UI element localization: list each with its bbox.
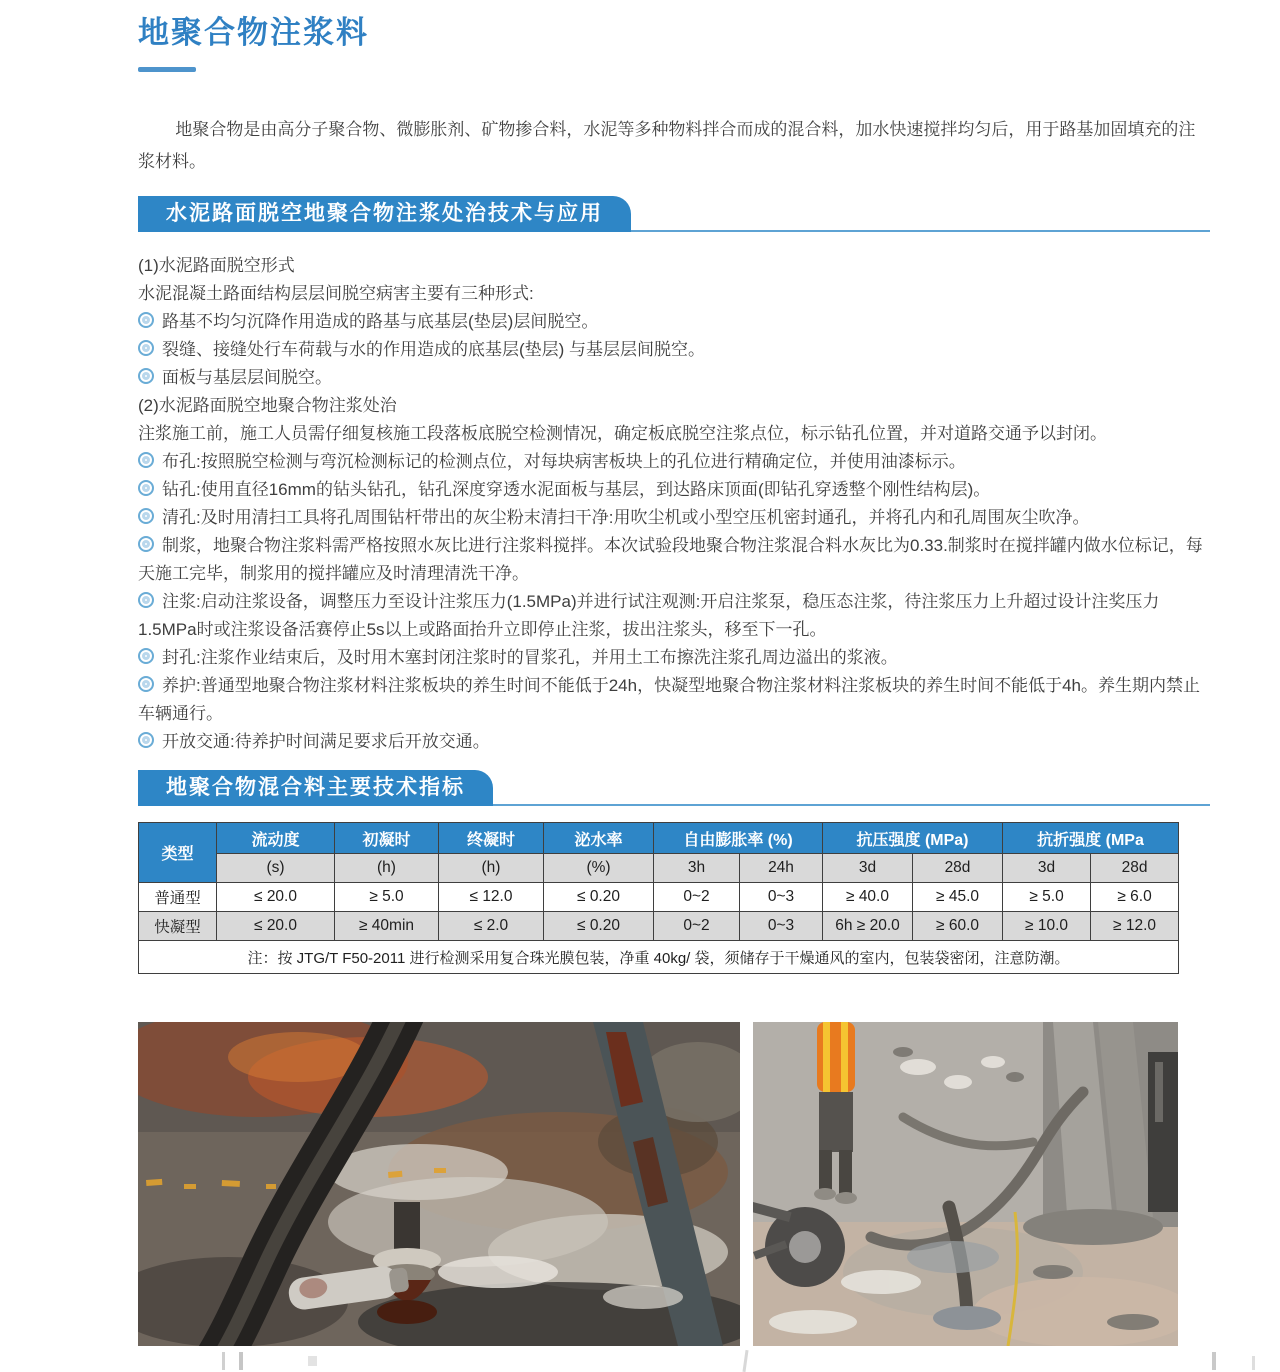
header-type: 类型 — [139, 823, 217, 883]
list-item: 清孔:及时用清扫工具将孔周围钻杆带出的灰尘粉末清扫干净:用吹尘机或小型空压机密封通孔，并将孔内和孔周围灰尘吹净。 — [138, 504, 1205, 532]
list-item: 封孔:注浆作业结束后，及时用木塞封闭注浆时的冒浆孔，并用土工布擦洗注浆孔周边溢出的浆液。 — [138, 644, 1205, 672]
value-cell: 0~3 — [740, 912, 823, 941]
table-note-row — [139, 941, 1179, 974]
title-underline — [138, 67, 196, 72]
next-section-fragment — [742, 1350, 748, 1372]
list-item: 布孔:按照脱空检测与弯沉检测标记的检测点位，对每块病害板块上的孔位进行精确定位，并使用油漆标示。 — [138, 448, 1205, 476]
next-section-fragment — [1212, 1352, 1216, 1370]
table-note: 注：按 JTG/T F50-2011 进行检测采用复合珠光膜包装，净重 40kg/ 袋，须储存于干燥通风的室内，包装袋密闭，注意防潮。 — [139, 941, 1179, 974]
document-page — [138, 0, 1205, 1346]
ring-bullet-icon — [138, 480, 154, 496]
value-cell: ≤ 0.20 — [544, 883, 654, 912]
unit-cell: 3d — [1003, 854, 1091, 883]
list-item: 裂缝、接缝处行车荷载与水的作用造成的底基层(垫层) 与基层层间脱空。 — [138, 336, 1205, 364]
header-final-set: 终凝时 — [439, 823, 544, 854]
ring-bullet-icon — [138, 340, 154, 356]
ring-bullet-icon — [138, 508, 154, 524]
photo-grouting-hose — [138, 1022, 740, 1346]
value-cell: 6h ≥ 20.0 — [823, 912, 913, 941]
page-title: 地聚合物注浆料 — [138, 15, 369, 50]
unit-cell: (%) — [544, 854, 654, 883]
unit-cell: 28d — [913, 854, 1003, 883]
header-fluidity: 流动度 — [217, 823, 335, 854]
value-cell: ≤ 12.0 — [439, 883, 544, 912]
unit-cell: 24h — [740, 854, 823, 883]
banner-rule — [493, 804, 1210, 806]
value-cell: 0~2 — [654, 883, 740, 912]
list-item: 面板与基层层间脱空。 — [138, 364, 1205, 392]
row-type-label: 普通型 — [139, 883, 217, 912]
header-initial-set: 初凝时 — [335, 823, 439, 854]
value-cell: ≤ 0.20 — [544, 912, 654, 941]
value-cell: 0~2 — [654, 912, 740, 941]
unit-cell: (h) — [335, 854, 439, 883]
list-item: 开放交通:待养护时间满足要求后开放交通。 — [138, 728, 1205, 756]
ring-bullet-icon — [138, 452, 154, 468]
ring-bullet-icon — [138, 368, 154, 384]
header-compressive: 抗压强度 (MPa) — [823, 823, 1003, 854]
value-cell: ≥ 5.0 — [1003, 883, 1091, 912]
unit-cell: (s) — [217, 854, 335, 883]
value-cell: ≥ 40.0 — [823, 883, 913, 912]
table-row-rapid — [139, 912, 1179, 941]
value-cell: ≥ 60.0 — [913, 912, 1003, 941]
value-cell: ≥ 12.0 — [1091, 912, 1179, 941]
ring-bullet-icon — [138, 648, 154, 664]
unit-cell: 3d — [823, 854, 913, 883]
banner-rule — [631, 230, 1210, 232]
next-section-fragment — [239, 1352, 243, 1370]
list-item: 钻孔:使用直径16mm的钻头钻孔，钻孔深度穿透水泥面板与基层，到达路床顶面(即钻孔穿透整个刚性结构层)。 — [138, 476, 1205, 504]
value-cell: ≥ 5.0 — [335, 883, 439, 912]
ring-bullet-icon — [138, 312, 154, 328]
section-process-banner-row — [138, 196, 1210, 232]
list-item: 制浆，地聚合物注浆料需严格按照水灰比进行注浆料搅拌。本次试验段地聚合物注浆混合料水灰比为0.33.制浆时在搅拌罐内做水位标记，每天施工完毕，制浆用的搅拌罐应及时清理清洗干净。 — [138, 536, 1203, 583]
value-cell: ≤ 20.0 — [217, 912, 335, 941]
value-cell: ≤ 20.0 — [217, 883, 335, 912]
list-item: 注浆:启动注浆设备，调整压力至设计注浆压力(1.5MPa)并进行试注观测:开启注浆泵，稳压态注浆，待注浆压力上升超过设计注奖压力1.5MPa时或注浆设备活赛停止5s以上或路面抬升立即停止注浆，拔出注浆头，移至下一孔。 — [138, 592, 1160, 639]
paragraph: (1)水泥路面脱空形式 — [138, 256, 295, 275]
next-section-fragment — [308, 1356, 317, 1366]
list-item: 路基不均匀沉降作用造成的路基与底基层(垫层)层间脱空。 — [138, 308, 1205, 336]
photo-grouting-worker — [753, 1022, 1178, 1346]
row-type-label: 快凝型 — [139, 912, 217, 941]
specs-table — [138, 822, 1179, 974]
next-section-fragment — [222, 1352, 225, 1370]
paragraph: 水泥混凝土路面结构层层间脱空病害主要有三种形式: — [138, 284, 534, 303]
list-item: 养护:普通型地聚合物注浆材料注浆板块的养生时间不能低于24h，快凝型地聚合物注浆材料注浆板块的养生时间不能低于4h。养生期内禁止车辆通行。 — [138, 676, 1200, 723]
ring-bullet-icon — [138, 732, 154, 748]
paragraph: 注浆施工前，施工人员需仔细复核施工段落板底脱空检测情况，确定板底脱空注浆点位，标示钻孔位置，并对道路交通予以封闭。 — [138, 424, 1107, 443]
value-cell: ≤ 2.0 — [439, 912, 544, 941]
ring-bullet-icon — [138, 536, 154, 552]
section-specs-banner: 地聚合物混合料主要技术指标 — [138, 770, 493, 806]
value-cell: ≥ 40min — [335, 912, 439, 941]
header-flexural: 抗折强度 (MPa — [1003, 823, 1179, 854]
value-cell: ≥ 45.0 — [913, 883, 1003, 912]
value-cell: ≥ 6.0 — [1091, 883, 1179, 912]
unit-cell: (h) — [439, 854, 544, 883]
unit-cell: 3h — [654, 854, 740, 883]
section-process-banner: 水泥路面脱空地聚合物注浆处治技术与应用 — [138, 196, 631, 232]
unit-cell: 28d — [1091, 854, 1179, 883]
header-free-expansion: 自由膨胀率 (%) — [654, 823, 823, 854]
intro-paragraph: 地聚合物是由高分子聚合物、微膨胀剂、矿物掺合料，水泥等多种物料拌合而成的混合料，加水快速搅拌均匀后，用于路基加固填充的注浆材料。 — [138, 120, 1196, 171]
ring-bullet-icon — [138, 592, 154, 608]
ring-bullet-icon — [138, 676, 154, 692]
value-cell: 0~3 — [740, 883, 823, 912]
table-row-ordinary — [139, 883, 1179, 912]
photo-strip — [138, 1022, 1205, 1346]
section-specs-banner-row — [138, 770, 1210, 806]
value-cell: ≥ 10.0 — [1003, 912, 1091, 941]
header-bleeding: 泌水率 — [544, 823, 654, 854]
next-section-fragment — [1252, 1356, 1255, 1370]
paragraph: (2)水泥路面脱空地聚合物注浆处治 — [138, 396, 397, 415]
table-header-row-2 — [139, 854, 1179, 883]
table-header-row-1 — [139, 823, 1179, 854]
process-text-block — [138, 252, 1205, 756]
